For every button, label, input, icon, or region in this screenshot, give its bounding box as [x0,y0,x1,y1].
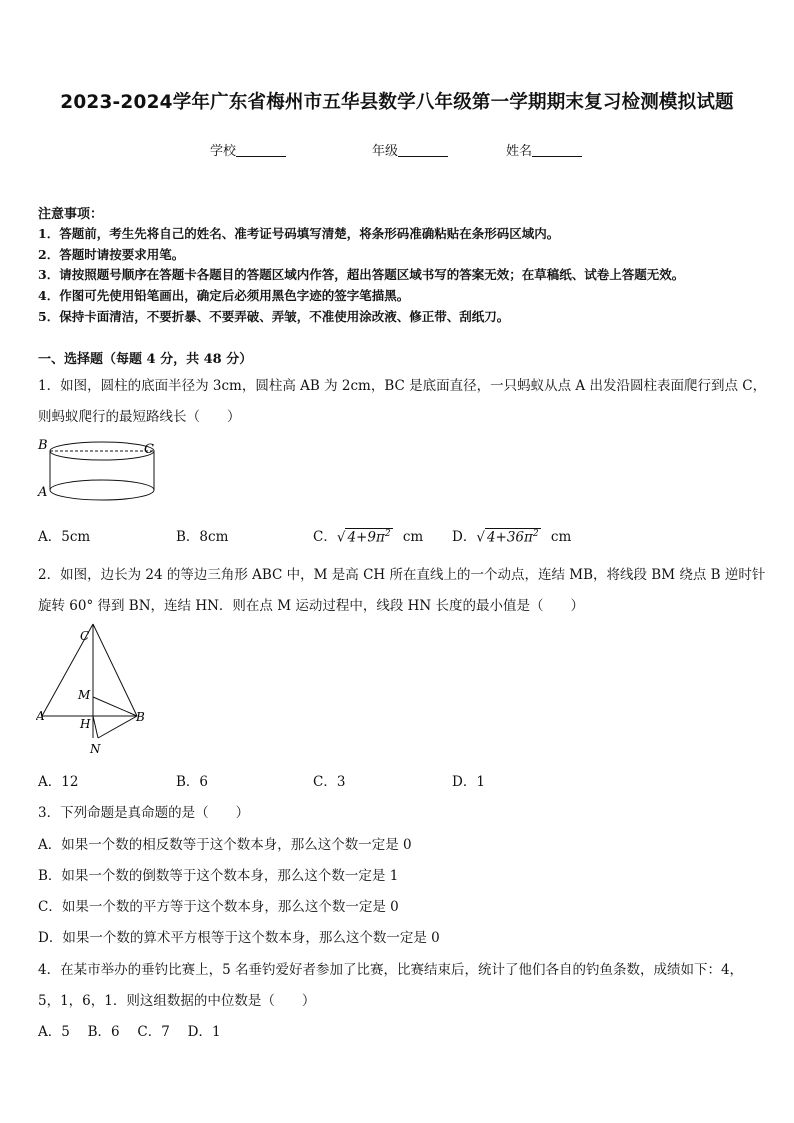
label-N: N [90,742,101,756]
q2-text-line1: 2．如图，边长为 24 的等边三角形 ABC 中，M 是高 CH 所在直线上的一个动点，连结 MB，将线段 BM 绕点 B 逆时针 [38,567,766,583]
q3-text: 3．下列命题是真命题的是（ ） [38,805,250,821]
school-field [210,140,286,159]
triangle-figure [36,620,150,760]
q1-option-d-prefix: D． [452,529,477,545]
q1-option-c-prefix: C． [313,529,337,545]
sqrt-expression: √ $4+9\pi^2$ [336,528,391,545]
note-item: 4．作图可先使用铅笔画出，确定后必须用黑色字迹的签字笔描黑。 [38,288,410,303]
label-B: B [136,710,145,724]
page-title: 2023-2024学年广东省梅州市五华县数学八年级第一学期期末复习检测模拟试题 [60,92,734,113]
label-M: M [78,688,91,702]
q2-text-line2: 旋转 60° 得到 BN，连结 HN．则在点 M 运动过程中，线段 HN 长度的最小值是（ ） [38,598,584,614]
note-item: 3．请按照题号顺序在答题卡各题目的答题区域内作答，超出答题区域书写的答案无效；在草稿纸、试卷上答题无效。 [38,267,685,282]
school-blank [236,142,286,157]
q1-option-b: B．8cm [176,529,229,545]
label-A: A [38,485,48,500]
q4-text-line1: 4．在某市举办的垂钓比赛上，5 名垂钓爱好者参加了比赛，比赛结束后，统计了他们各自的钓鱼条数，成绩如下：4， [38,962,744,978]
segment-mb [93,697,137,716]
notes-title: 注意事项： [38,207,104,222]
radicand: $4+9\pi^2$ [347,528,391,545]
grade-label: 年级 [372,144,399,159]
q3-option-d: D．如果一个数的算术平方根等于这个数本身，那么这个数一定是 0 [38,930,440,946]
label-H: H [80,717,91,731]
q4-options: A．5 B．6 C．7 D．1 [38,1024,221,1040]
name-blank [532,142,582,157]
label-A: A [36,709,45,723]
note-item: 5．保持卡面清洁，不要折暴、不要弄破、弄皱，不准使用涂改液、修正带、刮纸刀。 [38,309,510,324]
q3-option-b: B．如果一个数的倒数等于这个数本身，那么这个数一定是 1 [38,868,399,884]
q1-option-a: A．5cm [38,529,91,545]
q2-option-d: D．1 [452,774,485,790]
q1-text-line2: 则蚂蚁爬行的最短路线长（ ） [38,409,241,425]
label-C: C [80,629,90,643]
sqrt-expression: √ $4+36\pi^2$ [476,528,539,545]
segment-cb [93,624,137,716]
q2-option-c: C．3 [313,774,346,790]
note-item: 2．答题时请按要求用笔。 [38,247,185,262]
school-label: 学校 [210,144,237,159]
note-item: 1．答题前，考生先将自己的姓名、准考证号码填写清楚，将条形码准确粘贴在条形码区域内。 [38,226,560,241]
q1-option-c [313,525,423,545]
segment-hn [93,716,98,738]
cylinder-figure [36,433,160,509]
q3-option-a: A．如果一个数的相反数等于这个数本身，那么这个数一定是 0 [38,837,412,853]
q4-text-line2: 5，1，6，1．则这组数据的中位数是（ ） [38,993,316,1009]
name-field [506,140,582,159]
label-C: C [144,442,154,457]
section-heading: 一、选择题（每题 4 分，共 48 分） [38,352,253,367]
grade-blank [398,142,448,157]
grade-field [372,140,448,159]
label-B: B [38,438,48,453]
q2-option-a: A．12 [38,774,79,790]
cylinder-bottom-ellipse [50,480,154,500]
radicand: $4+36\pi^2$ [486,528,539,545]
q1-text-line1: 1．如图，圆柱的底面半径为 3cm，圆柱高 AB 为 2cm，BC 是底面直径，一只蚂蚁从点 A 出发沿圆柱表面爬行到点 C， [38,378,767,394]
q3-option-c: C．如果一个数的平方等于这个数本身，那么这个数一定是 0 [38,899,399,915]
unit: cm [550,529,572,545]
name-label: 姓名 [506,144,533,159]
segment-nb [98,716,137,738]
q1-option-d [452,525,571,545]
unit: cm [402,529,424,545]
q2-option-b: B．6 [176,774,209,790]
